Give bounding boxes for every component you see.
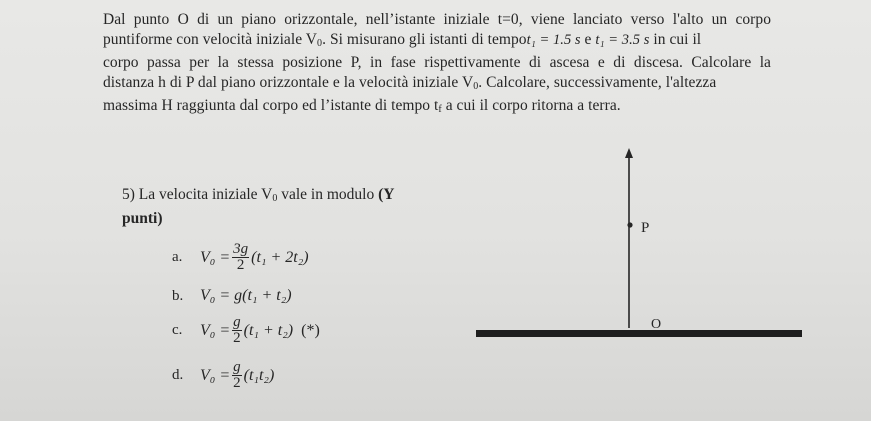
problem-line-1: Dal punto O di un piano orizzontale, nell’istante iniziale t=0, viene lanciato verso l'alto un corpo — [103, 11, 771, 28]
option-c[interactable]: c. V₀ = $\frac{g}{2}$ (t₁ + t₂) (*) — [172, 314, 320, 346]
problem-line-2: puntiforme con velocità iniziale V0. Si misurano gli istanti di tempot₁ = 1.5 s e t₁ = 3.5 s in cui il — [103, 30, 702, 49]
problem-statement — [103, 10, 771, 120]
point-p-marker — [627, 222, 632, 227]
point-p-label: P — [641, 220, 650, 236]
option-d[interactable]: d. V₀ = $\frac{g}{2}$ (t₁t₂) — [172, 359, 275, 391]
question-title: 5) La velocita iniziale V0 vale in modulo (Y punti) — [122, 186, 395, 227]
option-b-formula: V₀ = g(t₁ + t₂) — [200, 287, 292, 304]
t1-value: t₁ = 1.5 s — [526, 31, 581, 48]
problem-line-4: distanza h di P dal piano orizzontale e la velocità iniziale V0. Calcolare, successivamente, l'altezza — [103, 73, 717, 92]
option-c-formula: V₀ = $\frac{g}{2}$ (t₁ + t₂) (*) — [200, 314, 320, 346]
option-a[interactable]: a. V₀ = $\frac{3g}{2}$ (t₁ + 2t₂) — [172, 241, 309, 273]
correct-answer-mark: (*) — [301, 321, 320, 339]
option-d-formula: V₀ = $\frac{g}{2}$ (t₁t₂) — [200, 359, 275, 391]
option-a-formula: V₀ = $\frac{3g}{2}$ (t₁ + 2t₂) — [200, 241, 309, 273]
trajectory-diagram — [470, 140, 810, 350]
point-o-label: O — [651, 317, 662, 332]
option-b[interactable]: b. V₀ = g(t₁ + t₂) — [172, 287, 292, 304]
axis-arrow-icon — [625, 148, 633, 158]
problem-line-5: massima H raggiunta dal corpo ed l’istante di tempo tf a cui il corpo ritorna a terra. — [103, 97, 621, 115]
problem-line-3: corpo passa per la stessa posizione P, in fase rispettivamente di ascesa e di discesa. Calcolare la — [103, 54, 771, 71]
t2-value: t₁ = 3.5 s — [595, 31, 650, 48]
ground-plane — [476, 330, 802, 337]
